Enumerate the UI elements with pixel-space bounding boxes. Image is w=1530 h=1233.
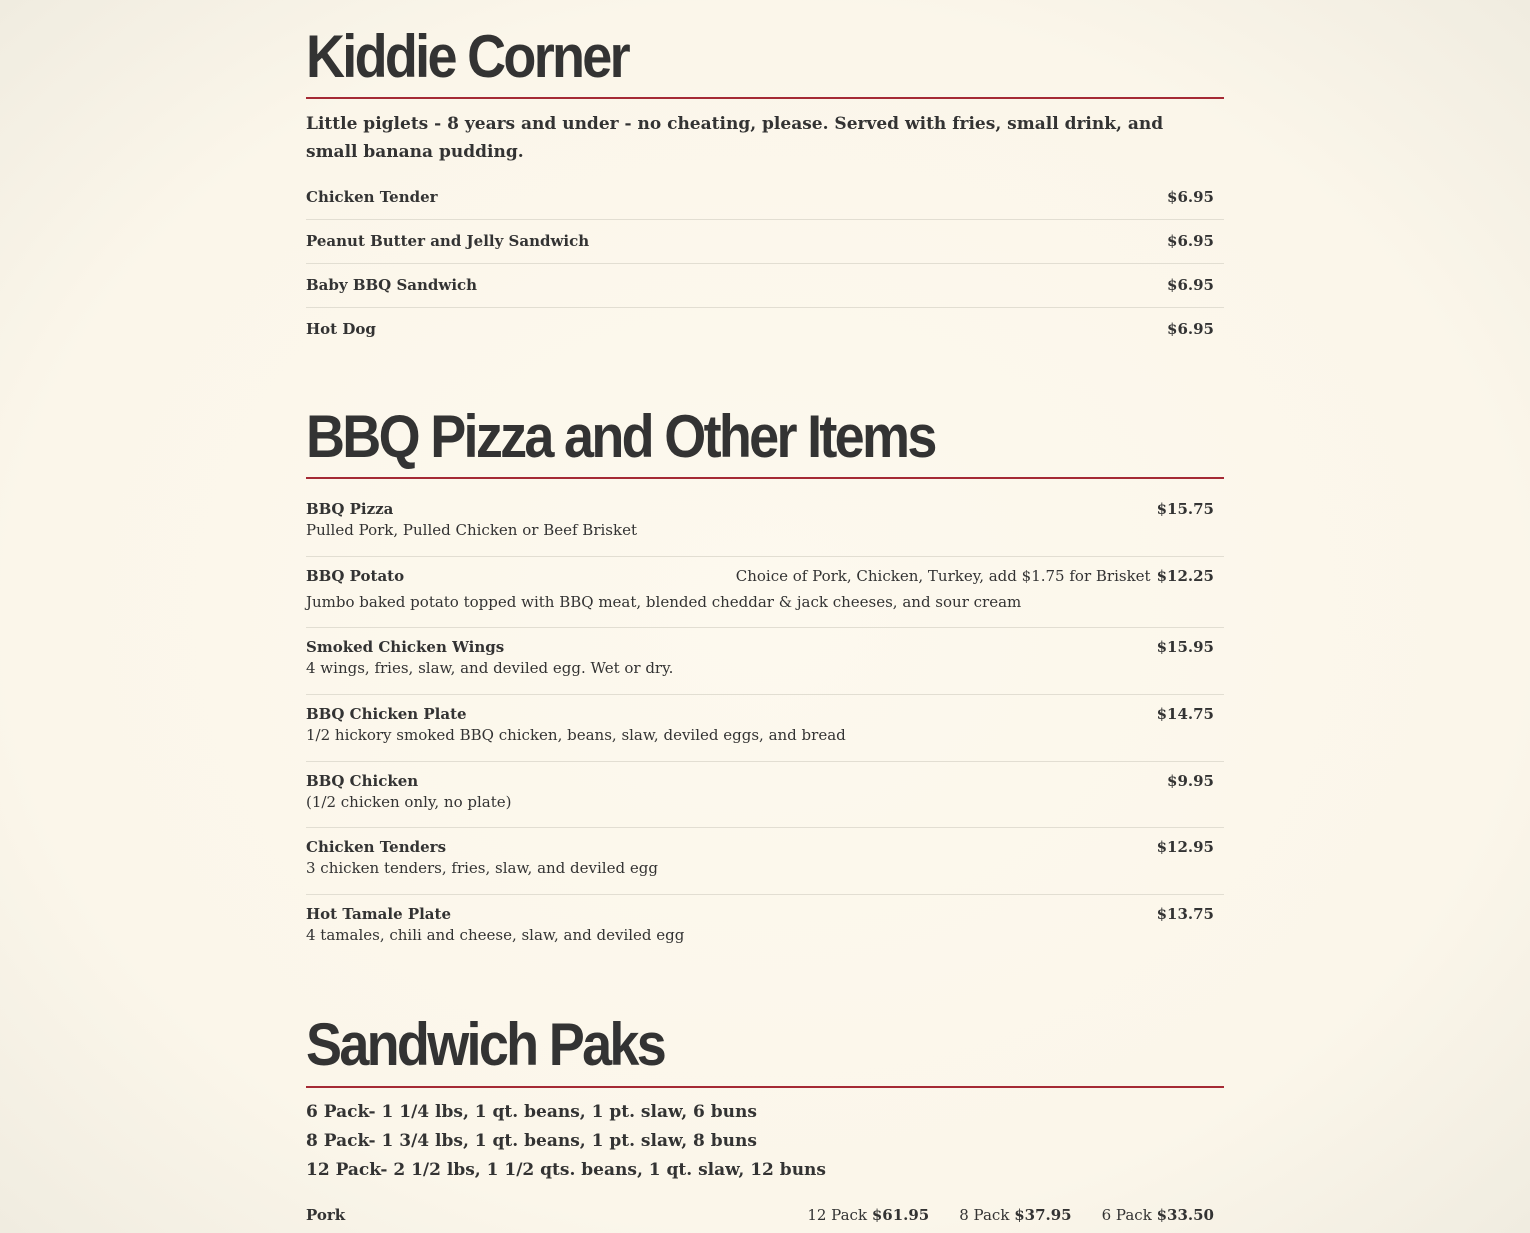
pack-price-row [306, 1206, 1224, 1224]
section-divider [306, 1086, 1224, 1088]
item-name: Smoked Chicken Wings [306, 638, 505, 656]
section-title: Kiddie Corner [306, 23, 628, 90]
pack-price: $33.50 [1156, 1206, 1214, 1224]
item-description: 4 wings, fries, slaw, and deviled egg. Wet or dry. [306, 659, 674, 677]
item-price: $6.95 [1167, 320, 1214, 338]
pack-label: 8 Pack [959, 1206, 1010, 1224]
menu-item-row [306, 762, 1224, 828]
item-price: $6.95 [1167, 276, 1214, 294]
section-divider [306, 477, 1224, 479]
item-name: BBQ Pizza [306, 500, 394, 518]
menu-item-row [306, 308, 1224, 352]
pack-label: 6 Pack [1101, 1206, 1152, 1224]
pack-price-6 [1102, 1206, 1214, 1224]
menu-item-row [306, 176, 1224, 220]
pack-prices [807, 1206, 1214, 1224]
item-price: $9.95 [1167, 772, 1214, 790]
pack-price-8 [959, 1206, 1071, 1224]
pack-label: 12 Pack [807, 1206, 868, 1224]
item-name: Hot Tamale Plate [306, 905, 451, 923]
item-price: $15.95 [1156, 638, 1214, 656]
item-price: $6.95 [1167, 232, 1214, 250]
item-price: $13.75 [1156, 905, 1214, 923]
item-price: $12.95 [1156, 838, 1214, 856]
menu-item-row [306, 490, 1224, 557]
item-name: Hot Dog [306, 320, 376, 338]
menu-item-row [306, 695, 1224, 762]
item-name: Chicken Tenders [306, 838, 447, 856]
menu-item-row [306, 264, 1224, 308]
kiddie-item-list [306, 176, 1224, 352]
menu-item-row [306, 557, 1224, 628]
section-title: BBQ Pizza and Other Items [306, 403, 935, 470]
section-kiddie-corner [306, 22, 1224, 92]
item-name: Baby BBQ Sandwich [306, 276, 478, 294]
section-divider [306, 97, 1224, 99]
section-bbq-pizza [306, 402, 1224, 472]
item-name: BBQ Chicken [306, 772, 419, 790]
menu-item-row [306, 828, 1224, 895]
pack-price: $37.95 [1014, 1206, 1072, 1224]
item-description: Pulled Pork, Pulled Chicken or Beef Brisket [306, 521, 637, 539]
menu-item-row [306, 220, 1224, 264]
item-price: $14.75 [1156, 705, 1214, 723]
pack-description-list [306, 1098, 1224, 1185]
item-description: (1/2 chicken only, no plate) [306, 793, 512, 811]
menu-item-row [306, 628, 1224, 695]
item-name: Peanut Butter and Jelly Sandwich [306, 232, 590, 250]
section-title: Sandwich Paks [306, 1011, 665, 1078]
section-intro: Little piglets - 8 years and under - no cheating, please. Served with fries, small drink, and small banana pudding. [306, 114, 1164, 162]
item-name: BBQ Potato [306, 567, 405, 585]
menu-item-row [306, 895, 1224, 962]
item-description: 3 chicken tenders, fries, slaw, and deviled egg [306, 859, 658, 877]
pack-description: 12 Pack- 2 1/2 lbs, 1 1/2 qts. beans, 1 qt. slaw, 12 buns [306, 1160, 826, 1180]
item-name: Pork [306, 1206, 346, 1224]
item-note: Choice of Pork, Chicken, Turkey, add $1.75 for Brisket [735, 567, 1151, 585]
item-name: BBQ Chicken Plate [306, 705, 467, 723]
pack-price: $61.95 [871, 1206, 930, 1224]
pizza-item-list [306, 490, 1224, 962]
pack-price-12 [807, 1206, 929, 1224]
item-description: 4 tamales, chili and cheese, slaw, and deviled egg [306, 926, 685, 944]
item-price: $12.25 [1156, 567, 1214, 585]
item-description: 1/2 hickory smoked BBQ chicken, beans, slaw, deviled eggs, and bread [306, 726, 846, 744]
pack-description: 8 Pack- 1 3/4 lbs, 1 qt. beans, 1 pt. slaw, 8 buns [306, 1131, 757, 1151]
item-description: Jumbo baked potato topped with BBQ meat, blended cheddar & jack cheeses, and sour cream [306, 593, 1022, 611]
item-price: $15.75 [1156, 500, 1214, 518]
section-sandwich-paks [306, 1010, 1224, 1080]
item-price: $6.95 [1167, 188, 1214, 206]
pack-description: 6 Pack- 1 1/4 lbs, 1 qt. beans, 1 pt. slaw, 6 buns [306, 1102, 757, 1122]
item-name: Chicken Tender [306, 188, 438, 206]
